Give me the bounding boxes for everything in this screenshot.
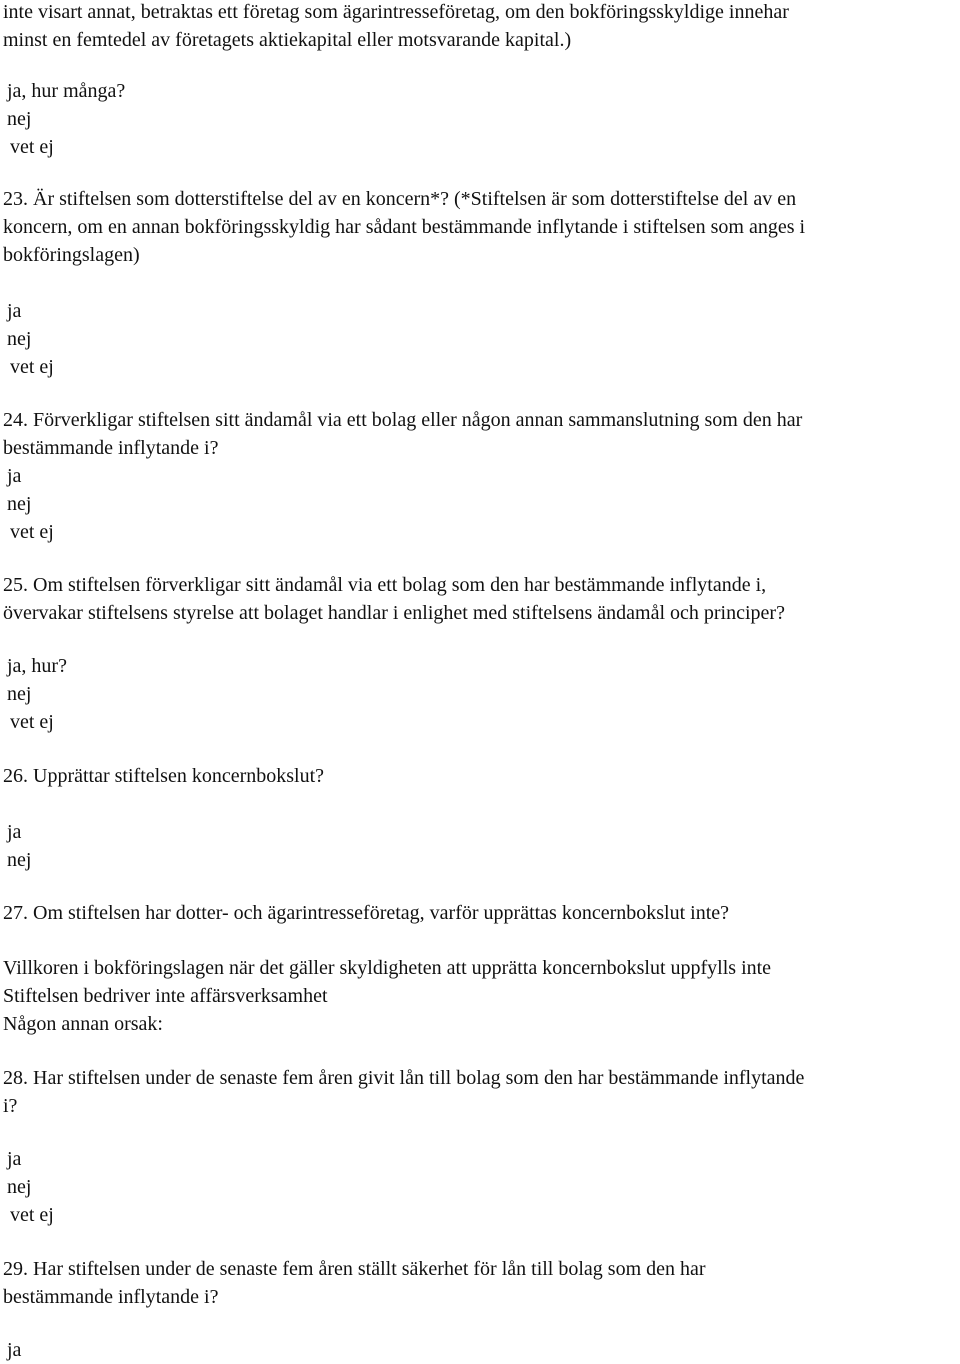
q28-option-ja[interactable]: ja (7, 1148, 22, 1170)
q23-line-3: bokföringslagen) (3, 244, 140, 266)
q27-option-villkoren[interactable]: Villkoren i bokföringslagen när det gäller skyldigheten att upprätta koncernbokslut uppfylls inte (3, 957, 772, 979)
q26-line-1: 26. Upprättar stiftelsen koncernbokslut? (3, 765, 325, 787)
q28-line-1: 28. Har stiftelsen under de senaste fem åren givit lån till bolag som den har bestämmande inflytande (3, 1067, 805, 1089)
q25-line-1: 25. Om stiftelsen förverkligar sitt ändamål via ett bolag som den har bestämmande inflytande i, (3, 574, 767, 596)
q23-line-1: 23. Är stiftelsen som dotterstiftelse del av en koncern*? (*Stiftelsen är som dotterstiftelse del av en (3, 188, 797, 210)
q24-line-1: 24. Förverkligar stiftelsen sitt ändamål via ett bolag eller någon annan sammanslutning som den har (3, 409, 803, 431)
intro-line-2: minst en femtedel av företagets aktiekapital eller motsvarande kapital.) (3, 29, 572, 51)
q25-option-vet-ej[interactable]: vet ej (10, 711, 54, 733)
q24-option-vet-ej[interactable]: vet ej (10, 521, 54, 543)
q25-option-ja-hur[interactable]: ja, hur? (7, 655, 67, 677)
q29-line-2: bestämmande inflytande i? (3, 1286, 219, 1308)
q25-option-nej[interactable]: nej (7, 683, 32, 705)
q24-option-ja[interactable]: ja (7, 465, 22, 487)
q28-option-vet-ej[interactable]: vet ej (10, 1204, 54, 1226)
q23-option-vet-ej[interactable]: vet ej (10, 356, 54, 378)
q27-line-1: 27. Om stiftelsen har dotter- och ägarintresseföretag, varför upprättas koncernbokslut inte? (3, 902, 730, 924)
q26-option-ja[interactable]: ja (7, 821, 22, 843)
q28-line-2: i? (3, 1095, 18, 1117)
q23-option-ja[interactable]: ja (7, 300, 22, 322)
q29-line-1: 29. Har stiftelsen under de senaste fem åren ställt säkerhet för lån till bolag som den har (3, 1258, 706, 1280)
q27-option-annan-orsak[interactable]: Någon annan orsak: (3, 1013, 163, 1035)
q23-option-nej[interactable]: nej (7, 328, 32, 350)
q23-line-2: koncern, om en annan bokföringsskyldig har sådant bestämmande inflytande i stiftelsen som anges i (3, 216, 806, 238)
intro-option-ja-hur-manga[interactable]: ja, hur många? (7, 80, 126, 102)
q26-option-nej[interactable]: nej (7, 849, 32, 871)
q27-option-ej-affarsverksamhet[interactable]: Stiftelsen bedriver inte affärsverksamhet (3, 985, 328, 1007)
q24-line-2: bestämmande inflytande i? (3, 437, 219, 459)
intro-option-nej[interactable]: nej (7, 108, 32, 130)
q29-option-ja[interactable]: ja (7, 1339, 22, 1361)
q25-line-2: övervakar stiftelsens styrelse att bolaget handlar i enlighet med stiftelsens ändamål och principer? (3, 602, 785, 624)
intro-line-1: inte visart annat, betraktas ett företag som ägarintresseföretag, om den bokföringsskyldige innehar (3, 1, 789, 23)
q28-option-nej[interactable]: nej (7, 1176, 32, 1198)
intro-option-vet-ej[interactable]: vet ej (10, 136, 54, 158)
q24-option-nej[interactable]: nej (7, 493, 32, 515)
